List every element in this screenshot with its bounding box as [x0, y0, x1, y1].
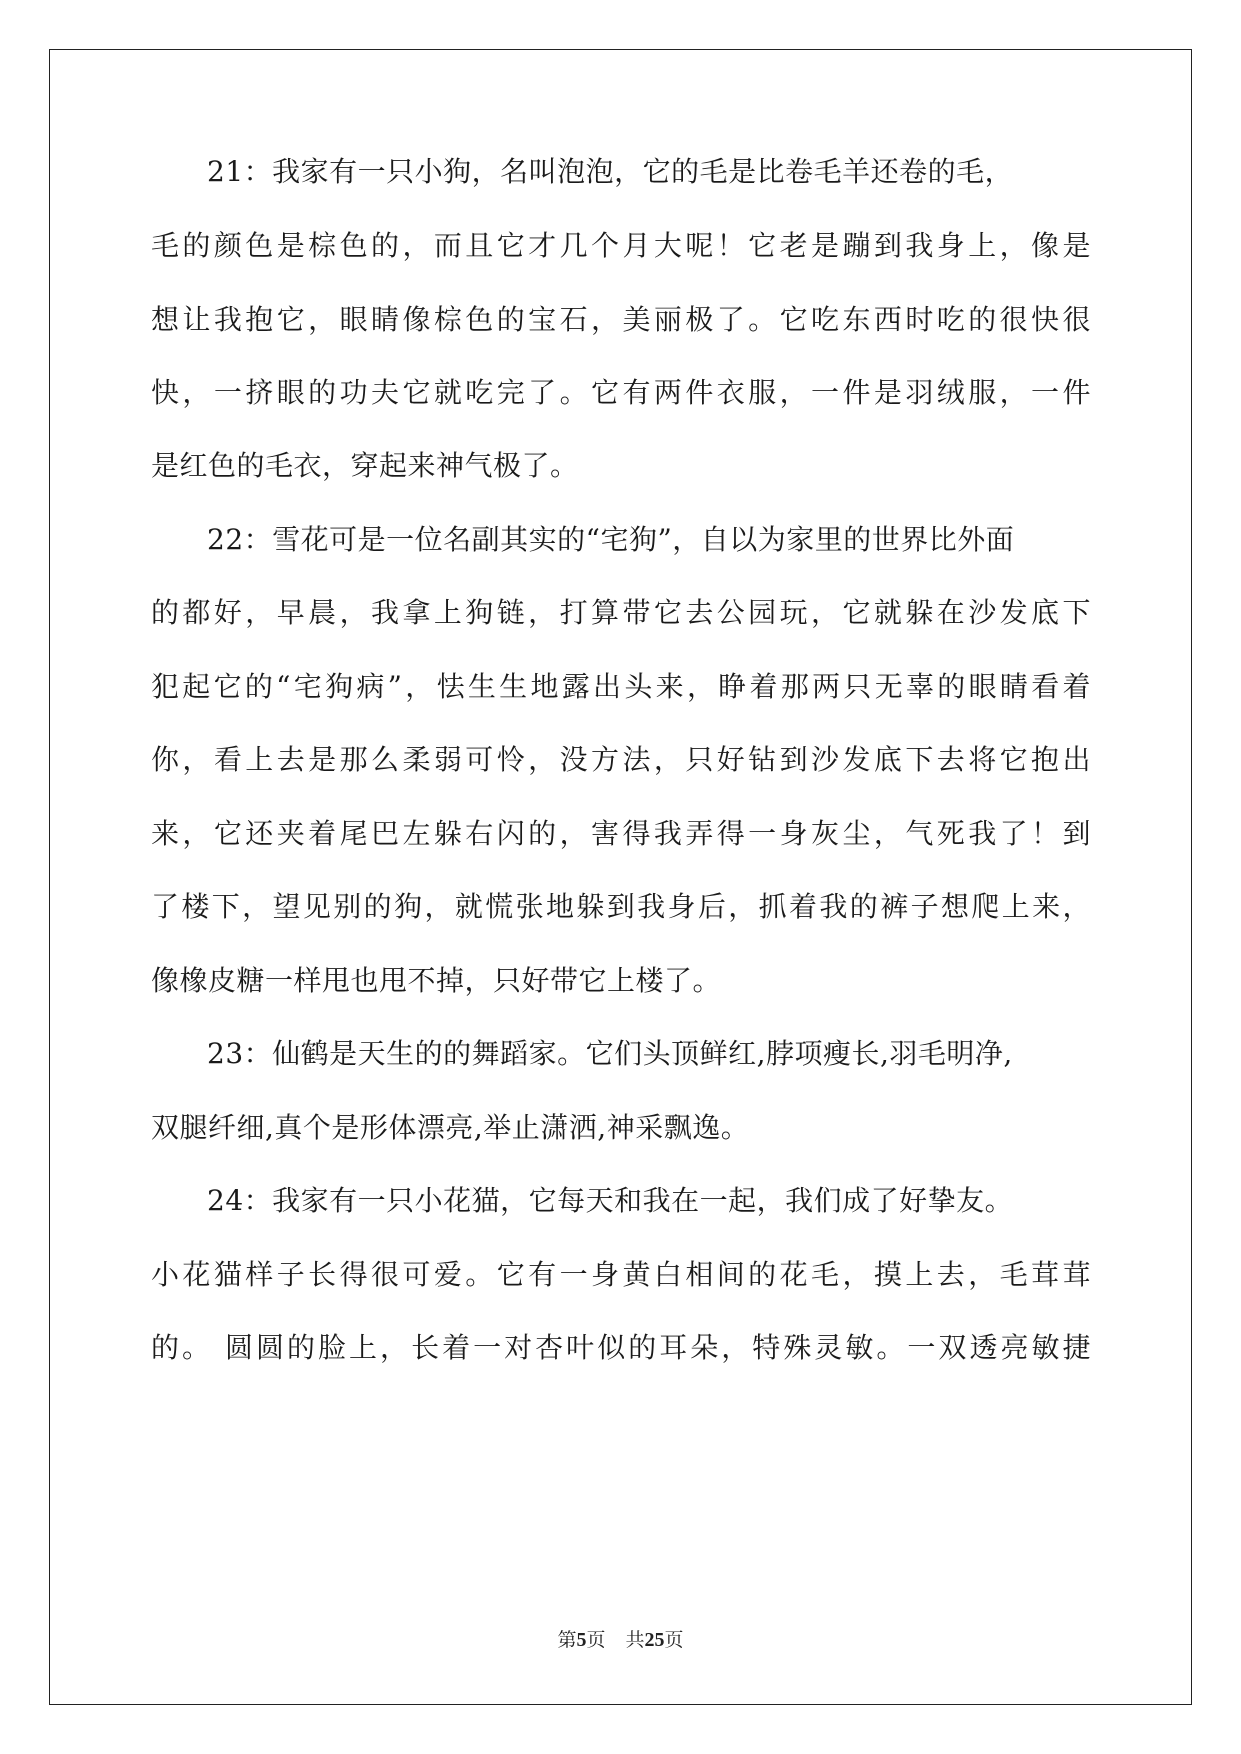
total-suffix: 页 — [664, 1629, 684, 1651]
paragraph-24-line-2: 小花猫样子长得很可爱。它有一身黄白相间的花毛，摸上去，毛茸茸 — [151, 1258, 1091, 1291]
paragraph-23-line-2: 双腿纤细,真个是形体漂亮,举止潇洒,神采飘逸。 — [151, 1111, 750, 1144]
paragraph-24-line-3: 的。 圆圆的脸上，长着一对杏叶似的耳朵，特殊灵敏。一双透亮敏捷 — [151, 1331, 1091, 1364]
paragraph-22-line-6: 了楼下，望见别的狗，就慌张地躲到我身后，抓着我的裤子想爬上来， — [151, 890, 1091, 923]
paragraph-21-line-4: 快，一挤眼的功夫它就吃完了。它有两件衣服，一件是羽绒服，一件 — [151, 376, 1091, 409]
paragraph-22-line-5: 来，它还夹着尾巴左躲右闪的，害得我弄得一身灰尘，气死我了！到 — [151, 817, 1091, 850]
page-number: 5 — [576, 1629, 587, 1651]
paragraph-22-line-3: 犯起它的“宅狗病”，怯生生地露出头来，睁着那两只无辜的眼睛看着 — [151, 670, 1091, 703]
paragraph-23-line-1: 23：仙鹤是天生的的舞蹈家。它们头顶鲜红,脖项瘦长,羽毛明净, — [207, 1037, 1013, 1070]
page-prefix: 第 — [557, 1629, 577, 1651]
paragraph-22-line-2: 的都好，早晨，我拿上狗链，打算带它去公园玩，它就躲在沙发底下 — [151, 596, 1091, 629]
paragraph-22-line-1: 22：雪花可是一位名副其实的“宅狗”，自以为家里的世界比外面 — [207, 523, 1015, 556]
total-pages: 25 — [644, 1629, 665, 1651]
paragraph-21-line-5: 是红色的毛衣，穿起来神气极了。 — [151, 449, 579, 482]
paragraph-22-line-7: 像橡皮糖一样甩也甩不掉，只好带它上楼了。 — [151, 964, 722, 997]
page-footer — [0, 1628, 1241, 1652]
paragraph-22-line-4: 你，看上去是那么柔弱可怜，没方法，只好钻到沙发底下去将它抱出 — [151, 743, 1091, 776]
paragraph-21-line-3: 想让我抱它，眼睛像棕色的宝石，美丽极了。它吃东西时吃的很快很 — [151, 303, 1091, 336]
paragraph-21-line-2: 毛的颜色是棕色的，而且它才几个月大呢！它老是蹦到我身上，像是 — [151, 229, 1091, 262]
page-border — [49, 49, 1192, 1705]
page-suffix: 页 — [586, 1629, 606, 1651]
paragraph-24-line-1: 24：我家有一只小花猫，它每天和我在一起，我们成了好挚友。 — [207, 1184, 1014, 1217]
paragraph-21-line-1: 21：我家有一只小狗，名叫泡泡，它的毛是比卷毛羊还卷的毛， — [207, 155, 1014, 188]
total-prefix: 共 — [625, 1629, 645, 1651]
